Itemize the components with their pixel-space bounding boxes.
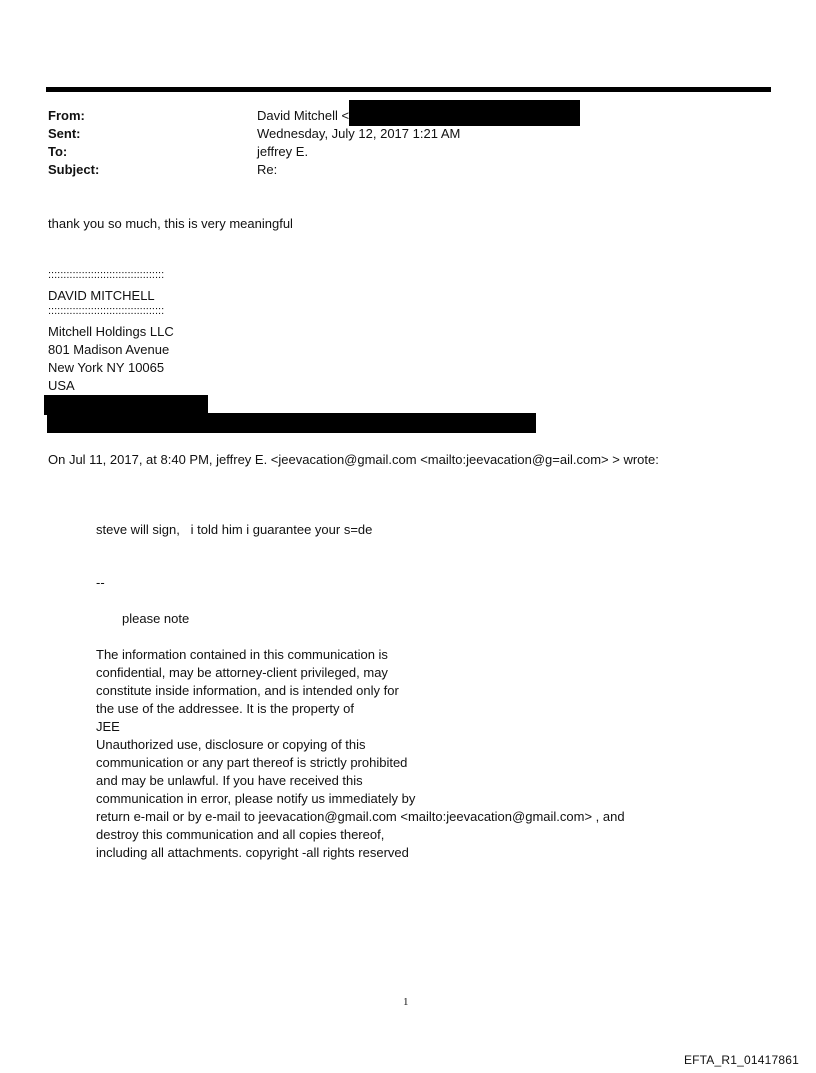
signature-divider-bottom: :::::::::::::::::::::::::::::::::::::: <box>48 305 165 317</box>
subject-value: Re: <box>257 162 278 177</box>
redaction-signature-2 <box>47 413 536 433</box>
signature-country: USA <box>48 378 75 393</box>
quoted-separator: -- <box>96 575 105 590</box>
to-label: To: <box>48 144 68 159</box>
signature-name: DAVID MITCHELL <box>48 288 155 303</box>
header-rule <box>46 87 771 92</box>
redaction-signature-1 <box>44 395 208 415</box>
disclaimer-line: the use of the addressee. It is the property of <box>96 701 354 716</box>
disclaimer-line: Unauthorized use, disclosure or copying of this <box>96 737 366 752</box>
subject-label: Subject: <box>48 162 100 177</box>
redaction-from-email <box>349 100 580 126</box>
disclaimer-line: return e-mail or by e-mail to jeevacation@gmail.com <mailto:jeevacation@gmail.com> , and <box>96 809 625 824</box>
signature-address-line1: 801 Madison Avenue <box>48 342 170 357</box>
message-body: thank you so much, this is very meaningful <box>48 216 293 231</box>
quoted-message: steve will sign, i told him i guarantee your s=de <box>96 522 373 537</box>
page-number: 1 <box>403 996 409 1008</box>
signature-address-line2: New York NY 10065 <box>48 360 165 375</box>
disclaimer-line: communication or any part thereof is strictly prohibited <box>96 755 408 770</box>
sent-value: Wednesday, July 12, 2017 1:21 AM <box>257 126 461 141</box>
disclaimer-line: and may be unlawful. If you have received this <box>96 773 363 788</box>
signature-divider-top: :::::::::::::::::::::::::::::::::::::: <box>48 269 165 281</box>
disclaimer-line: confidential, may be attorney-client privileged, may <box>96 665 388 680</box>
disclaimer-line: constitute inside information, and is intended only for <box>96 683 399 698</box>
disclaimer-line: The information contained in this communication is <box>96 647 388 662</box>
quoted-intro: On Jul 11, 2017, at 8:40 PM, jeffrey E. <jeevacation@gmail.com <mailto:jeevacation@g=ail.com> > wrote: <box>48 452 659 467</box>
note-title: please note <box>122 611 190 626</box>
sent-label: Sent: <box>48 126 81 141</box>
signature-company: Mitchell Holdings LLC <box>48 324 174 339</box>
disclaimer-line: destroy this communication and all copies thereof, <box>96 827 385 842</box>
document-id-stamp: EFTA_R1_01417861 <box>683 1053 799 1067</box>
to-value: jeffrey E. <box>257 144 309 159</box>
disclaimer-line: including all attachments. copyright -all rights reserved <box>96 845 409 860</box>
from-value: David Mitchell < <box>257 108 350 123</box>
disclaimer-line: communication in error, please notify us immediately by <box>96 791 416 806</box>
from-label: From: <box>48 108 85 123</box>
disclaimer-line: JEE <box>96 719 120 734</box>
